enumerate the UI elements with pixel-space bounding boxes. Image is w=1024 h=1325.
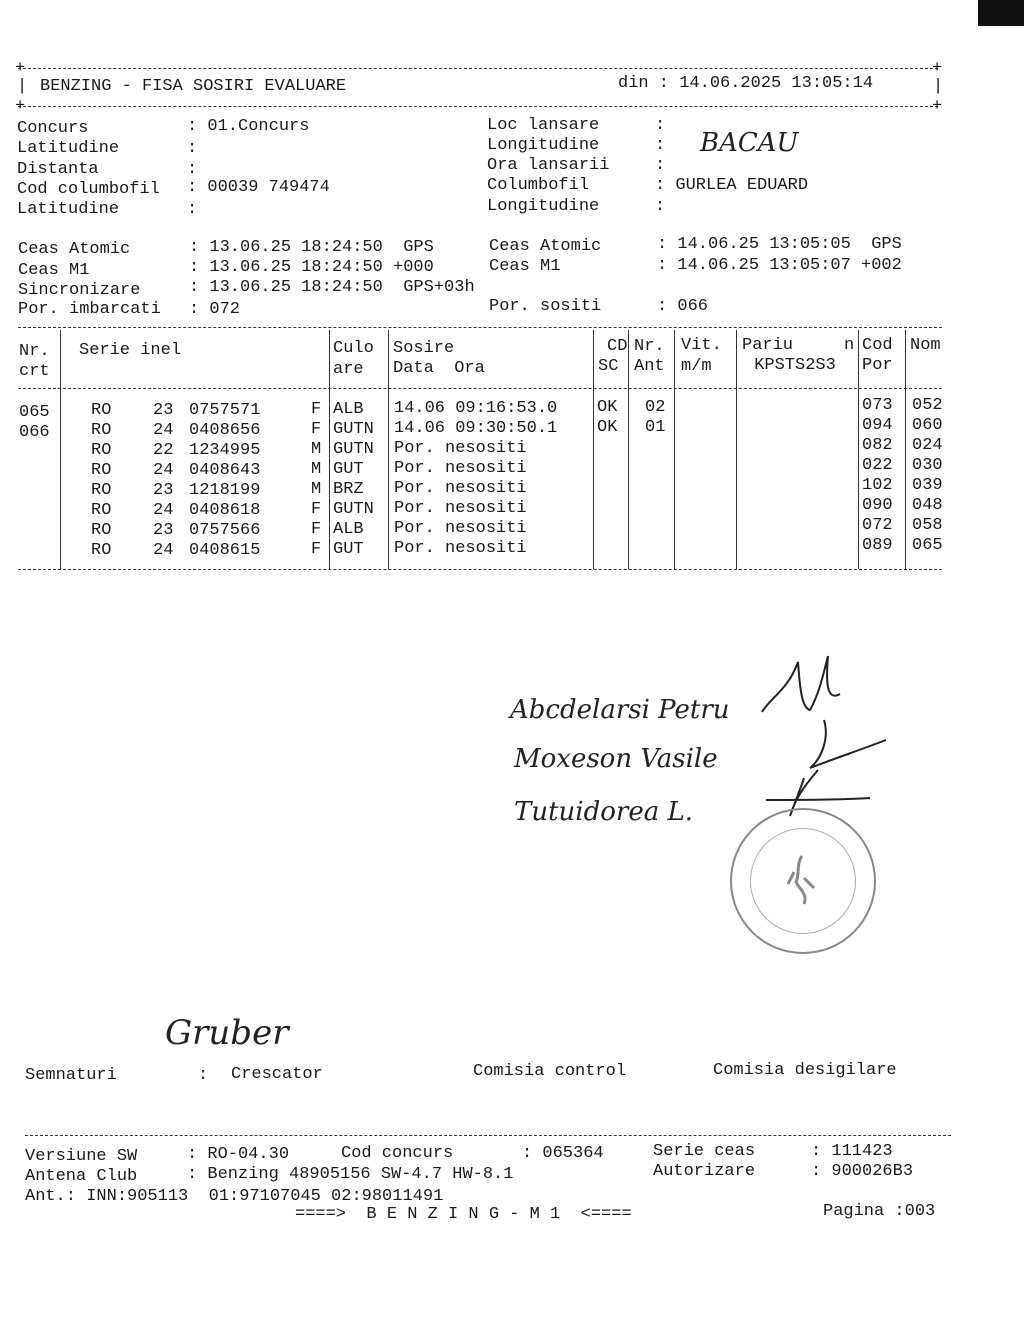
cell-sosire: Por. nesositi (394, 519, 527, 538)
cell-an: 24 (153, 501, 174, 520)
header-culoare: Culo (333, 339, 374, 358)
header-sc: SC (598, 357, 619, 376)
cell-sex: F (311, 420, 322, 439)
header-codpor: Cod (862, 336, 893, 355)
cell-codpor: 073 (862, 396, 893, 415)
cell-nom: 060 (912, 416, 943, 435)
cell-inel: 0408618 (189, 501, 261, 520)
committee-name: Tutuidorea L. (514, 797, 694, 827)
table-col-divider (60, 330, 61, 569)
cell-nom: 030 (912, 456, 943, 475)
header-serie: Serie inel (79, 341, 182, 360)
header-codpor-2: Por (862, 356, 893, 375)
clock-label: Sincronizare (18, 281, 141, 300)
footer-cod-concurs-label: Cod concurs (341, 1144, 454, 1163)
cell-nom: 058 (912, 516, 943, 535)
footer-antena-value: : Benzing 48905156 SW-4.7 HW-8.1 (187, 1165, 514, 1184)
cell-an: 22 (153, 441, 174, 460)
cell-sosire: Por. nesositi (394, 499, 527, 518)
clock-value: : 072 (189, 300, 241, 319)
clock-label: Ceas Atomic (489, 237, 602, 256)
cell-inel: 0408615 (189, 541, 261, 560)
info-label: Concurs (17, 119, 89, 138)
cell-tara: RO (91, 501, 112, 520)
footer-antena-label: Antena Club (25, 1167, 138, 1186)
info-value: : (187, 160, 198, 179)
header-bar-right: | (933, 77, 944, 96)
clock-label: Por. imbarcati (18, 300, 161, 319)
footer-rule (25, 1135, 951, 1136)
committee-name: Abcdelarsi Petru (510, 695, 730, 725)
cell-an: 24 (153, 541, 174, 560)
clock-value: : 13.06.25 18:24:50 +000 (189, 258, 434, 277)
committee-name: Moxeson Vasile (514, 744, 718, 774)
header-nom: Nom (910, 336, 941, 355)
header-corner-bl: + (15, 97, 26, 116)
clock-value: : 13.06.25 18:24:50 GPS (189, 238, 434, 257)
clock-label: Ceas M1 (489, 257, 561, 276)
cell-nrant: 02 (645, 398, 666, 417)
signature-comisia-desigilare: Comisia desigilare (713, 1061, 897, 1080)
cell-culoare: GUTN (333, 440, 374, 459)
cell-inel: 0757566 (189, 521, 261, 540)
cell-nom: 052 (912, 396, 943, 415)
cell-sosire: Por. nesositi (394, 479, 527, 498)
signature-crescator: Crescator (231, 1065, 323, 1084)
page-title: BENZING - FISA SOSIRI EVALUARE (40, 77, 347, 96)
cell-sosire: Por. nesositi (394, 439, 527, 458)
clock-value: : 14.06.25 13:05:05 GPS (657, 235, 902, 254)
header-nr-2: crt (19, 362, 50, 381)
cell-sex: M (311, 480, 322, 499)
cell-inel: 1218199 (189, 481, 261, 500)
header-corner-tr: + (932, 59, 943, 78)
header-culoare-2: are (333, 360, 364, 379)
cell-culoare: ALB (333, 400, 364, 419)
header-cd: CD (607, 337, 628, 356)
cell-sosire: 14.06 09:16:53.0 (394, 399, 558, 418)
clock-value: : 14.06.25 13:05:07 +002 (657, 256, 902, 275)
footer-pagina: Pagina :003 (823, 1202, 936, 1221)
cell-codpor: 082 (862, 436, 893, 455)
cell-an: 23 (153, 481, 174, 500)
table-header-rule (18, 388, 942, 389)
info-label: Distanta (17, 160, 99, 179)
footer-autorizare-label: Autorizare (653, 1162, 756, 1181)
header-date: din : 14.06.2025 13:05:14 (618, 74, 874, 93)
cell-an: 23 (153, 521, 174, 540)
header-nrant: Nr. (634, 337, 665, 356)
signature-comisia-control: Comisia control (473, 1062, 627, 1081)
info-label: Ora lansarii (487, 156, 610, 175)
cell-culoare: GUT (333, 460, 364, 479)
cell-codpor: 072 (862, 516, 893, 535)
cell-culoare: BRZ (333, 480, 364, 499)
info-value: : 00039 749474 (187, 178, 330, 197)
table-col-divider (593, 330, 594, 569)
signatures-colon: : (198, 1066, 209, 1085)
cell-sex: M (311, 440, 322, 459)
cell-culoare: GUTN (333, 420, 374, 439)
footer-serie-ceas-label: Serie ceas (653, 1142, 756, 1161)
header-vit: Vit. (681, 336, 722, 355)
cell-an: 24 (153, 421, 174, 440)
header-bottom-rule (18, 106, 938, 107)
cell-inel: 0408656 (189, 421, 261, 440)
info-value: : GURLEA EDUARD (655, 176, 809, 195)
cell-nom: 065 (912, 536, 943, 555)
cell-tara: RO (91, 441, 112, 460)
cell-sex: F (311, 520, 322, 539)
header-pariu-2: KPSTS2S3 (744, 356, 836, 375)
table-top-rule (18, 327, 942, 328)
info-value: : (187, 139, 198, 158)
clock-value: : 066 (657, 297, 709, 316)
cell-codpor: 090 (862, 496, 893, 515)
header-sosire-2: Data Ora (393, 359, 485, 378)
cell-nr: 066 (19, 423, 50, 442)
cell-codpor: 094 (862, 416, 893, 435)
cell-cdsc: OK (597, 418, 618, 437)
header-corner-tl: + (15, 59, 26, 78)
clock-value: : 13.06.25 18:24:50 GPS+03h (189, 278, 475, 297)
footer-ant-line: Ant.: INN:905113 01:97107045 02:98011491 (25, 1187, 444, 1206)
header-pariu: Pariu n (742, 336, 855, 355)
footer-cod-concurs-value: : 065364 (522, 1144, 604, 1163)
cell-an: 24 (153, 461, 174, 480)
info-value: : (655, 197, 666, 216)
clock-label: Por. sositi (489, 297, 602, 316)
info-label: Loc lansare (487, 116, 600, 135)
table-col-divider (736, 330, 737, 569)
info-label: Longitudine (487, 136, 600, 155)
cell-sex: M (311, 460, 322, 479)
cell-codpor: 089 (862, 536, 893, 555)
cell-inel: 1234995 (189, 441, 261, 460)
cell-nom: 024 (912, 436, 943, 455)
header-nr: Nr. (19, 342, 50, 361)
header-sosire: Sosire (393, 339, 455, 358)
cell-culoare: GUT (333, 540, 364, 559)
cell-tara: RO (91, 421, 112, 440)
footer-banner: ====> B E N Z I N G - M 1 <==== (295, 1205, 632, 1224)
cell-sex: F (311, 400, 322, 419)
pigeon-figure-icon (782, 850, 822, 910)
cell-inel: 0757571 (189, 401, 261, 420)
info-label: Columbofil (487, 176, 590, 195)
info-value: : (187, 200, 198, 219)
info-value: : (655, 136, 666, 155)
info-value: : (655, 116, 666, 135)
cell-an: 23 (153, 401, 174, 420)
cell-tara: RO (91, 401, 112, 420)
crescator-signature: Gruber (165, 1013, 289, 1053)
cell-tara: RO (91, 521, 112, 540)
footer-versiune-label: Versiune SW (25, 1147, 138, 1166)
info-label: Latitudine (17, 139, 120, 158)
cell-sosire: 14.06 09:30:50.1 (394, 419, 558, 438)
cell-cdsc: OK (597, 398, 618, 417)
info-value: : 01.Concurs (187, 117, 310, 136)
scan-corner-mark (978, 0, 1024, 26)
footer-versiune-value: : RO-04.30 (187, 1145, 290, 1164)
cell-codpor: 022 (862, 456, 893, 475)
header-vit-2: m/m (681, 357, 712, 376)
table-col-divider (674, 330, 675, 569)
table-col-divider (388, 330, 389, 569)
table-col-divider (905, 330, 906, 569)
info-value: : (655, 156, 666, 175)
header-bar-left: | (17, 77, 28, 96)
signatures-label: Semnaturi (25, 1066, 117, 1085)
table-col-divider (628, 330, 629, 569)
header-corner-br: + (932, 97, 943, 116)
cell-nom: 048 (912, 496, 943, 515)
cell-nr: 065 (19, 403, 50, 422)
clock-label: Ceas M1 (18, 261, 90, 280)
info-label: Cod columbofil (17, 180, 160, 199)
cell-codpor: 102 (862, 476, 893, 495)
cell-sex: F (311, 500, 322, 519)
cell-nom: 039 (912, 476, 943, 495)
cell-culoare: GUTN (333, 500, 374, 519)
cell-tara: RO (91, 481, 112, 500)
info-label: Longitudine (487, 197, 600, 216)
info-label: Latitudine (17, 200, 120, 219)
header-nrant-2: Ant (634, 357, 665, 376)
cell-inel: 0408643 (189, 461, 261, 480)
footer-serie-ceas-value: : 111423 (811, 1142, 893, 1161)
cell-sosire: Por. nesositi (394, 539, 527, 558)
footer-autorizare-value: : 900026B3 (811, 1162, 914, 1181)
table-col-divider (858, 330, 859, 569)
table-col-divider (329, 330, 330, 569)
association-stamp (730, 808, 876, 954)
handwritten-place: BACAU (700, 128, 799, 158)
clock-label: Ceas Atomic (18, 240, 131, 259)
cell-nrant: 01 (645, 418, 666, 437)
header-top-rule (18, 68, 938, 69)
cell-culoare: ALB (333, 520, 364, 539)
table-bottom-rule (18, 569, 942, 570)
cell-sex: F (311, 540, 322, 559)
cell-sosire: Por. nesositi (394, 459, 527, 478)
cell-tara: RO (91, 541, 112, 560)
cell-tara: RO (91, 461, 112, 480)
